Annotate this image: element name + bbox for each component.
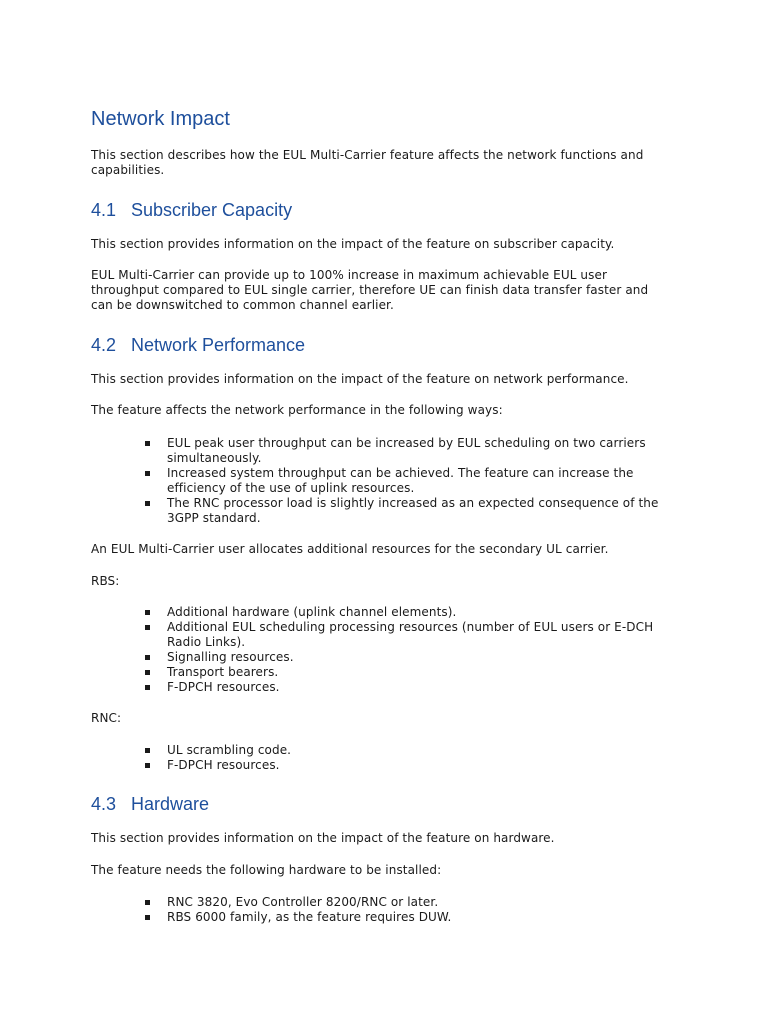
bullet-icon (145, 670, 150, 675)
bullet-icon (145, 915, 150, 920)
s42-paragraph-2: The feature affects the network performance in the following ways: (91, 403, 503, 417)
s42-paragraph-1: This section provides information on the impact of the feature on network performance. (91, 372, 629, 386)
list-item-text: Signalling resources. (167, 650, 294, 664)
list-item-text: UL scrambling code. (167, 743, 292, 757)
section-4-1-heading (91, 198, 292, 222)
rnc-list (145, 743, 685, 773)
hardware-list (145, 895, 685, 925)
s43-paragraph-1: This section provides information on the impact of the feature on hardware. (91, 831, 555, 845)
bullet-icon (145, 610, 150, 615)
bullet-icon (145, 655, 150, 660)
list-item-text: RNC 3820, Evo Controller 8200/RNC or later. (167, 895, 439, 909)
list-item-text: Additional EUL scheduling processing resources (number of EUL users or E-DCH Radio Links). (167, 620, 654, 649)
list-item-text: The RNC processor load is slightly increased as an expected consequence of the 3GPP standard. (167, 496, 659, 525)
list-item (145, 910, 685, 925)
list-item-text: F-DPCH resources. (167, 758, 280, 772)
bullet-icon (145, 763, 150, 768)
bullet-icon (145, 748, 150, 753)
s41-paragraph-1: This section provides information on the impact of the feature on subscriber capacity. (91, 237, 615, 251)
section-4-3-heading (91, 792, 209, 816)
section-title: Network Performance (131, 335, 306, 355)
intro-paragraph: This section describes how the EUL Multi-Carrier feature affects the network functions and capabilities. (91, 148, 644, 177)
list-item (145, 466, 685, 496)
list-item-text: Increased system throughput can be achieved. The feature can increase the efficiency of the use of uplink resources. (167, 466, 634, 495)
section-number: 4.2 (91, 335, 117, 355)
bullet-icon (145, 441, 150, 446)
list-item (145, 665, 685, 680)
list-item (145, 895, 685, 910)
list-item-text: RBS 6000 family, as the feature requires DUW. (167, 910, 452, 924)
section-number: 4.3 (91, 794, 117, 814)
page-title: Network Impact (91, 108, 230, 130)
bullet-icon (145, 900, 150, 905)
list-item (145, 496, 685, 526)
network-performance-list (145, 436, 685, 526)
list-item (145, 650, 685, 665)
section-number: 4.1 (91, 200, 117, 220)
s42-paragraph-3: An EUL Multi-Carrier user allocates additional resources for the secondary UL carrier. (91, 542, 609, 556)
section-title: Subscriber Capacity (131, 200, 293, 220)
list-item-text: EUL peak user throughput can be increased by EUL scheduling on two carriers simultaneously. (167, 436, 646, 465)
list-item (145, 743, 685, 758)
list-item (145, 605, 685, 620)
bullet-icon (145, 685, 150, 690)
list-item (145, 758, 685, 773)
section-title: Hardware (131, 794, 210, 814)
list-item-text: Additional hardware (uplink channel elements). (167, 605, 457, 619)
rbs-label: RBS: (91, 574, 120, 588)
list-item (145, 436, 685, 466)
list-item (145, 620, 685, 650)
s41-paragraph-2: EUL Multi-Carrier can provide up to 100% increase in maximum achievable EUL user throughput compared to EUL single carrier, therefore UE can finish data transfer faster and can be downswitched to common channel earlier. (91, 268, 649, 312)
list-item-text: F-DPCH resources. (167, 680, 280, 694)
bullet-icon (145, 501, 150, 506)
section-4-2-heading (91, 333, 305, 357)
list-item (145, 680, 685, 695)
bullet-icon (145, 625, 150, 630)
s43-paragraph-2: The feature needs the following hardware to be installed: (91, 863, 442, 877)
rnc-label: RNC: (91, 711, 122, 725)
list-item-text: Transport bearers. (167, 665, 279, 679)
rbs-list (145, 605, 685, 695)
bullet-icon (145, 471, 150, 476)
